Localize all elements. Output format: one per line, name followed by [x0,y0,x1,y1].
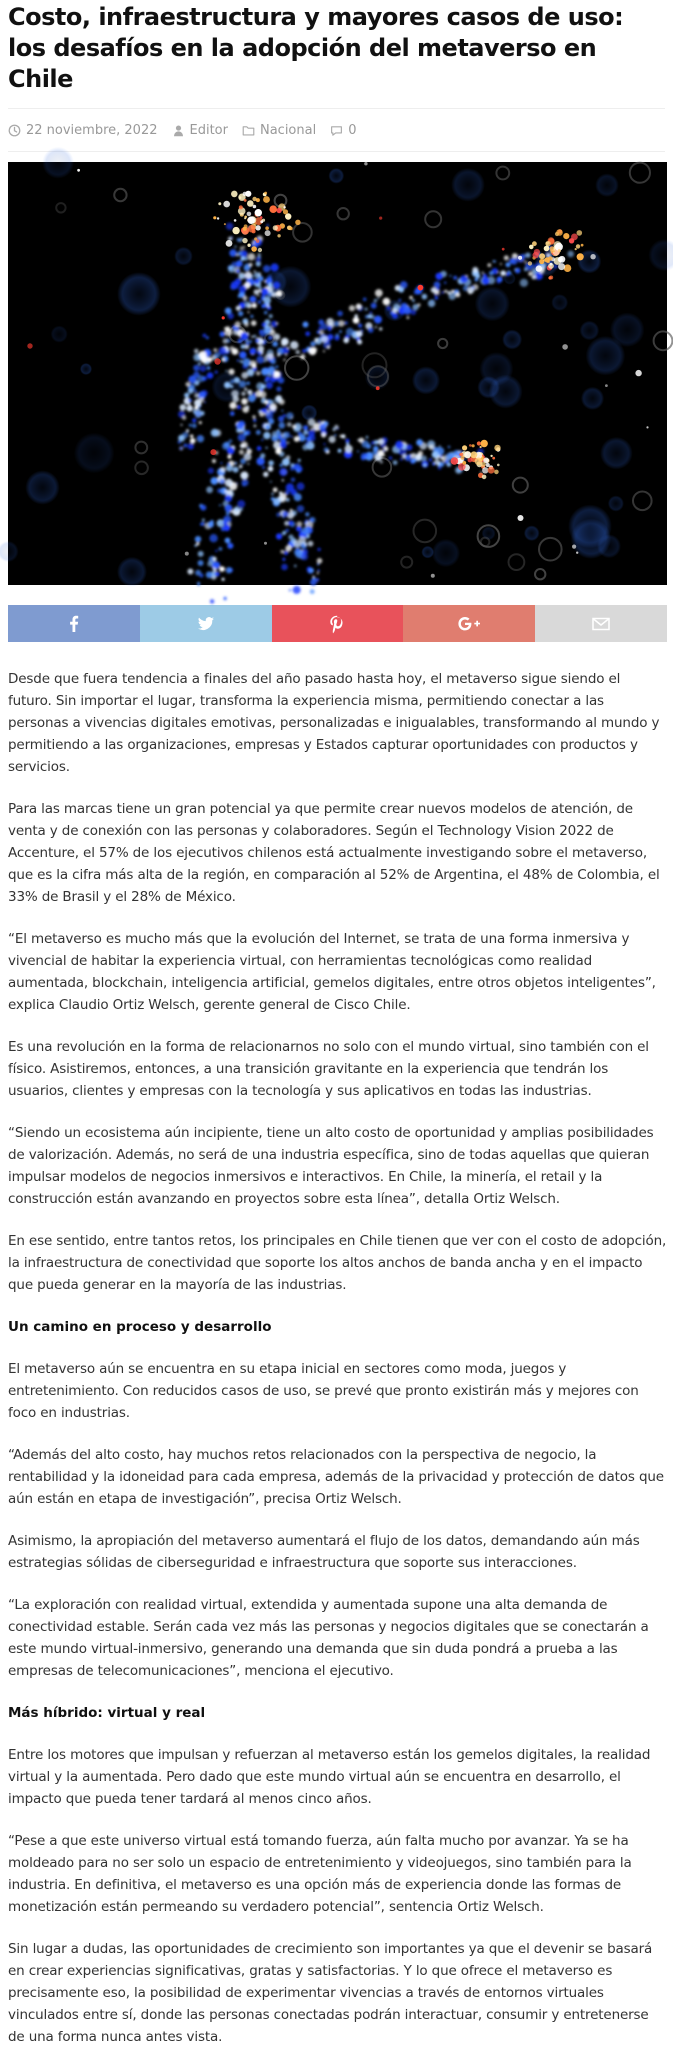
post-date [8,123,158,138]
featured-image [8,162,667,585]
section-heading: Más híbrido: virtual y real [8,1705,206,1721]
article-paragraph: Asimismo, la apropiación del metaverso aumentará el flujo de los datos, demandando aún más estrategias sólidas de ciberseguridad e infraestructura que soporte sus interacciones. [8,1533,640,1571]
post-title: Costo, infraestructura y mayores casos de uso: los desafíos en la adopción del metaverso en Chile [8,3,624,93]
post-meta [8,108,665,152]
article-paragraph: “Además del alto costo, hay muchos retos relacionados con la perspectiva de negocio, la rentabilidad y la idoneidad para cada empresa, además de la privacidad y protección de datos que aún están en etapa de investigación”, precisa Ortiz Welsch. [8,1447,664,1507]
article-paragraph: “El metaverso es mucho más que la evolución del Internet, se trata de una forma inmersiva y vivencial de habitar la experiencia virtual, con herramientas tecnológicas como realidad aumentada, blockchain, inteligencia artificial, gemelos digitales, entre otros objetos inteligentes”, explica Claudio Ortiz Welsch, gerente general de Cisco Chile. [8,931,656,1013]
article-paragraph: Entre los motores que impulsan y refuerzan al metaverso están los gemelos digitales, la realidad virtual y la aumentada. Pero dado que este mundo virtual aún se encuentra en desarrollo, el impacto que pueda tener tardará al menos cinco años. [8,1747,651,1807]
post-category[interactable] [242,123,316,138]
facebook-share-button[interactable] [8,605,140,642]
google-plus-icon [457,614,481,634]
article-paragraph: Es una revolución en la forma de relacionarnos no solo con el mundo virtual, sino también con el físico. Asistiremos, entonces, a una transición gravitante en la experiencia que tendrán los usuarios, clientes y empresas con la tecnología y sus aplicativos en todas las industrias. [8,1039,649,1099]
post-date-text: 22 noviembre, 2022 [26,122,158,138]
share-bar [8,605,667,642]
pinterest-icon [327,614,347,634]
comment-icon [330,124,343,137]
folder-icon [242,124,255,137]
metaverse-figure-illustration [8,162,667,585]
article-paragraph: Sin lugar a dudas, las oportunidades de crecimiento son importantes ya que el devenir se basará en crear experiencias significativas, gratas y satisfactorias. Y lo que ofrece el metaverso es precisamente eso, la posibilidad de experimentar vivencias a través de entornos virtuales vinculados entre sí, donde las personas conectadas podrán interactuar, consumir y entretenerse de una forma nunca antes vista. [8,1941,653,2045]
twitter-icon [196,614,216,634]
pinterest-share-button[interactable] [272,605,404,642]
twitter-share-button[interactable] [140,605,272,642]
post-author-link[interactable]: Editor [189,122,228,138]
post-comments-count[interactable]: 0 [348,122,357,138]
article-paragraph: “La exploración con realidad virtual, extendida y aumentada supone una alta demanda de conectividad estable. Serán cada vez más las personas y negocios digitales que se conectarán a este mundo virtual-inmersivo, generando una demanda que sin duda pondrá a prueba a las empresas de telecomunicaciones”, menciona el ejecutivo. [8,1597,649,1679]
article-paragraph: “Siendo un ecosistema aún incipiente, tiene un alto costo de oportunidad y amplias posibilidades de valorización. Además, no será de una industria específica, sino de todas aquellas que quieran impulsar modelos de negocios inmersivos e interactivos. En Chile, la minería, el retail y la construcción están avanzando en proyectos sobre esta línea”, detalla Ortiz Welsch. [8,1125,654,1207]
section-heading: Un camino en proceso y desarrollo [8,1319,272,1335]
facebook-icon [64,614,84,634]
mail-icon [591,614,611,634]
article-paragraph: Desde que fuera tendencia a finales del año pasado hasta hoy, el metaverso sigue siendo el futuro. Sin importar el lugar, transforma la experiencia misma, permitiendo conectar a las personas a vivencias digitales emotivas, personalizadas e inigualables, transformando al mundo y permitiendo a las organizaciones, empresas y Estados capturar oportunidades con productos y servicios. [8,671,660,775]
article-paragraph: En ese sentido, entre tantos retos, los principales en Chile tienen que ver con el costo de adopción, la infraestructura de conectividad que soporte los altos anchos de banda ancha y en el impacto que pueda generar en la mayoría de las industrias. [8,1233,667,1293]
post-author[interactable] [172,123,228,138]
article-paragraph: “Pese a que este universo virtual está tomando fuerza, aún falta mucho por avanzar. Ya se ha moldeado para no ser solo un espacio de entretenimiento y videojuegos, sino también para la industria. En definitiva, el metaverso es una opción más de experiencia donde las formas de monetización están permeando su verdadero potencial”, sentencia Ortiz Welsch. [8,1833,632,1915]
article-paragraph: El metaverso aún se encuentra en su etapa inicial en sectores como moda, juegos y entretenimiento. Con reducidos casos de uso, se prevé que pronto existirán más y mejores con foco en industrias. [8,1361,639,1421]
post-comments[interactable] [330,123,356,138]
article-paragraph: Para las marcas tiene un gran potencial ya que permite crear nuevos modelos de atención, de venta y de conexión con las personas y colaboradores. Según el Technology Vision 2022 de Accenture, el 57% de los ejecutivos chilenos está actualmente investigando sobre el metaverso, que es la cifra más alta de la región, en comparación al 52% de Argentina, el 48% de Colombia, el 33% de Brasil y el 28% de México. [8,801,660,905]
post-category-link[interactable]: Nacional [259,122,317,138]
user-icon [172,124,185,137]
google-plus-share-button[interactable] [403,605,535,642]
email-share-button[interactable] [535,605,667,642]
article-body [8,668,667,2048]
clock-icon [8,124,21,137]
